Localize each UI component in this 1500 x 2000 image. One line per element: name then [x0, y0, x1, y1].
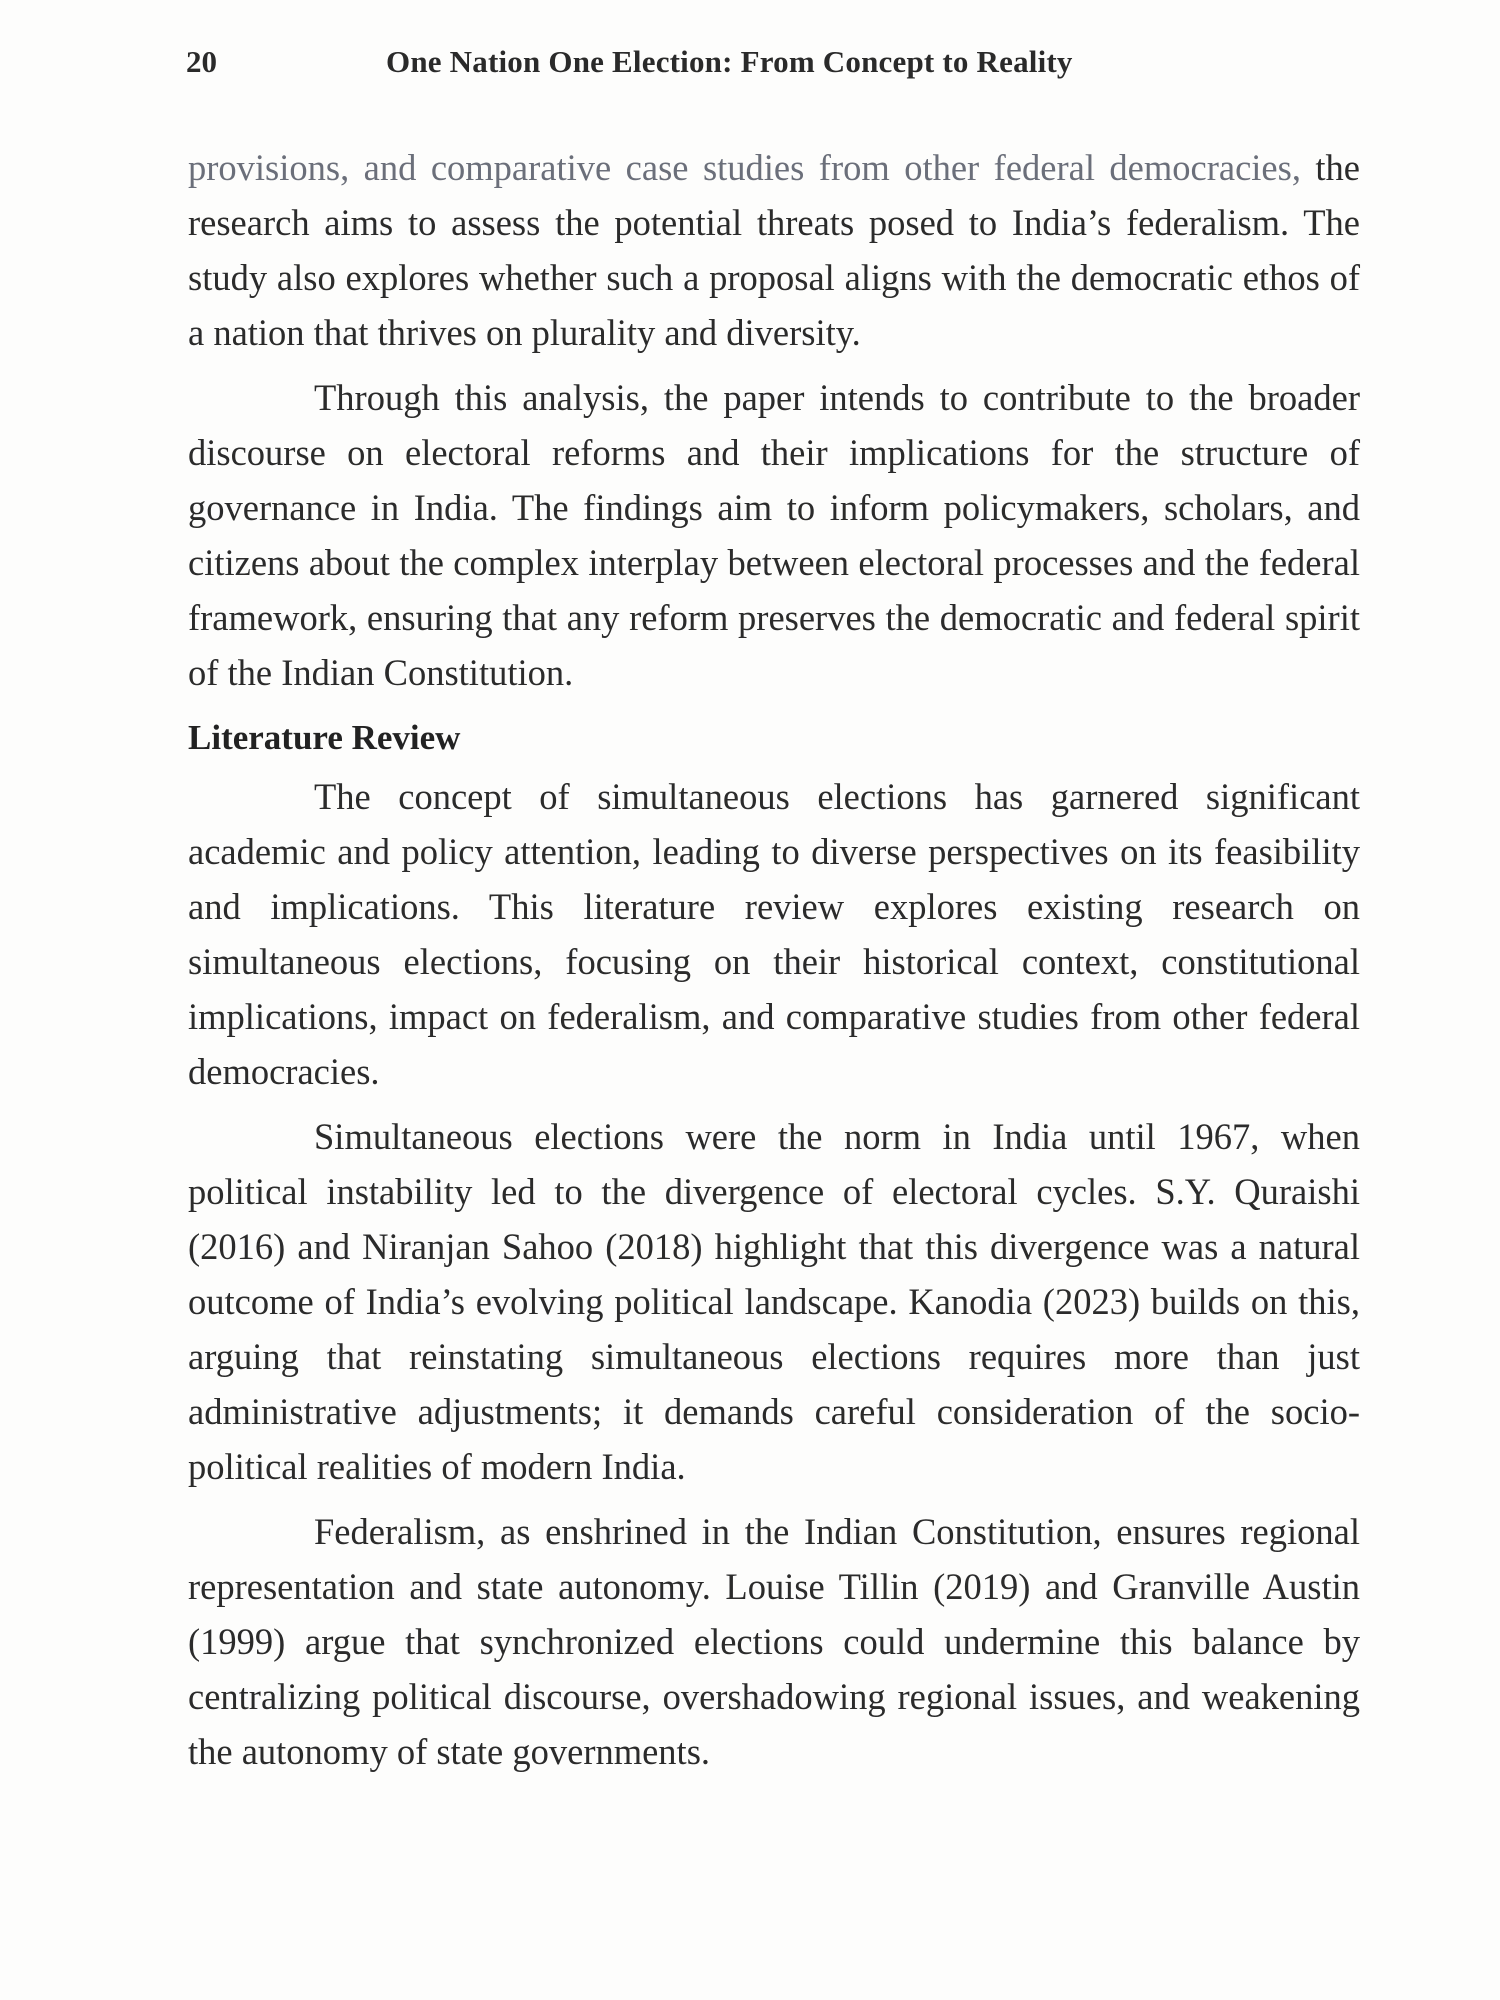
paragraph-intro-continued	[188, 140, 1360, 360]
running-header	[186, 44, 1356, 88]
body-text	[188, 140, 1360, 1789]
section-heading: Literature Review	[188, 718, 461, 757]
paragraph-text: the research aims to assess the potential threats posed to India’s federalism. The study also explores whether such a proposal aligns with the democratic ethos of a nation that thrives on plurality and diversity.	[188, 147, 1361, 353]
paragraph-analysis: Through this analysis, the paper intends to contribute to the broader discourse on electoral reforms and their implications for the structure of governance in India. The findings aim to inform policymakers, scholars, and citizens about the complex interplay between electoral processes and the federal framework, ensuring that any reform preserves the democratic and federal spirit of the Indian Constitution.	[188, 377, 1360, 693]
paragraph-federalism: Federalism, as enshrined in the Indian Constitution, ensures regional representation and state autonomy. Louise Tillin (2019) and Granville Austin (1999) argue that synchronized elections could undermine this balance by centralizing political discourse, overshadowing regional issues, and weakening the autonomy of state governments.	[188, 1511, 1360, 1772]
paragraph-history: Simultaneous elections were the norm in India until 1967, when political instability led to the divergence of electoral cycles. S.Y. Quraishi (2016) and Niranjan Sahoo (2018) highlight that this divergence was a natural outcome of India’s evolving political landscape. Kanodia (2023) builds on this, arguing that reinstating simultaneous elections requires more than just administrative adjustments; it demands careful consideration of the socio-political realities of modern India.	[188, 1116, 1360, 1487]
running-title: One Nation One Election: From Concept to Reality	[386, 44, 1073, 79]
page-number: 20	[186, 44, 217, 79]
faded-text: provisions, and comparative case studies from other federal democracies,	[188, 147, 1301, 188]
paragraph-literature-intro: The concept of simultaneous elections has garnered significant academic and policy attention, leading to diverse perspectives on its feasibility and implications. This literature review explores existing research on simultaneous elections, focusing on their historical context, constitutional implications, impact on federalism, and comparative studies from other federal democracies.	[188, 776, 1360, 1092]
